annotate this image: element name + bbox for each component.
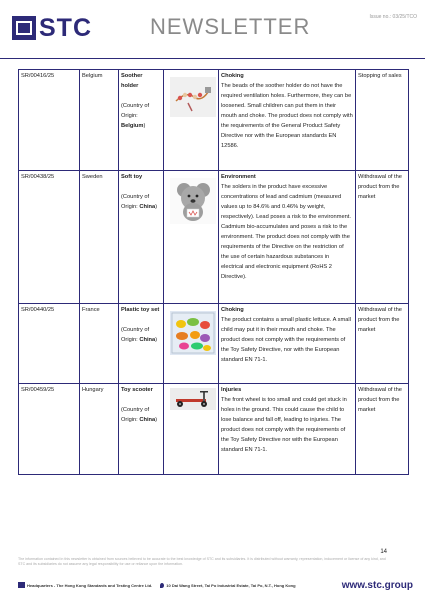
disclaimer-text: The information contained in this newsletter is obtained from sources believed to be accurate to the best knowledge of STC and its subsidiaries. It is distributed without warranty, representation, inducement or license of any kind, and STC and its subsidiaries do not assume any legal responsibility for use or reliance upon the information.: [18, 557, 386, 566]
product-cell: [119, 171, 164, 304]
reference-cell: SR/00438/25: [19, 171, 80, 304]
location-pin-icon: [160, 583, 164, 588]
table-row: [19, 384, 409, 475]
page-number: 14: [380, 549, 387, 555]
measure-cell: Stopping of sales: [356, 70, 409, 171]
risk-type: Injuries: [221, 387, 242, 393]
product-name: Soother holder: [121, 73, 143, 89]
logo-text: STC: [39, 14, 92, 42]
header-divider: [0, 58, 425, 59]
photo-cell: [164, 304, 219, 384]
origin-close: ): [155, 417, 158, 423]
toy-scooter-photo: [170, 388, 216, 410]
reference-cell: SR/00440/25: [19, 304, 80, 384]
newsletter-title: NEWSLETTER: [150, 14, 311, 39]
country-cell: Hungary: [80, 384, 119, 475]
risk-description: The front wheel is too small and could get stuck in holes in the ground. This could cause the child to lose balance and fall off, leading to injuries. The product does not comply with the requirements of the Toy Safety Directive nor with the European standard EN 71-1.: [221, 397, 347, 453]
origin-close: ): [143, 123, 146, 129]
risk-type: Choking: [221, 73, 244, 79]
origin-label: (Country of Origin:: [121, 194, 150, 210]
soother-holder-photo: [170, 77, 216, 117]
product-cell: [119, 384, 164, 475]
product-name: Toy scooter: [121, 387, 153, 393]
footer-bar: [18, 578, 413, 592]
measure-cell: Withdrawal of the product from the market: [356, 171, 409, 304]
origin-country: China: [139, 204, 156, 210]
recall-table: [18, 69, 409, 475]
headquarters-text: Headquarters - The Hong Kong Standards and Testing Centre Ltd.: [27, 582, 153, 588]
reference-cell: SR/00459/25: [19, 384, 80, 475]
risk-description: The product contains a small plastic lettuce. A small child may put it in their mouth and choke. The product does not comply with the requirements of the Toy Safety Directive, nor with the European standard EN 71-1.: [221, 317, 351, 363]
country-cell: Belgium: [80, 70, 119, 171]
measure-cell: Withdrawal of the product from the market: [356, 384, 409, 475]
plastic-toy-set-photo: [170, 311, 216, 355]
country-cell: Sweden: [80, 171, 119, 304]
photo-cell: [164, 70, 219, 171]
address-text: 10 Dai Wang Street, Tai Po Industrial Estate, Tai Po, N.T., Hong Kong: [166, 582, 296, 588]
origin-country: China: [139, 337, 156, 343]
risk-cell: [219, 384, 356, 475]
origin-label: (Country of Origin:: [121, 407, 150, 423]
reference-cell: SR/00416/25: [19, 70, 80, 171]
issue-number: Issue no.: 03/25/TCO: [369, 14, 417, 20]
product-cell: [119, 70, 164, 171]
product-name: Plastic toy set: [121, 307, 160, 313]
origin-close: ): [155, 204, 158, 210]
website-link[interactable]: www.stc.group: [341, 579, 413, 591]
soft-toy-photo: [170, 178, 216, 224]
product-cell: [119, 304, 164, 384]
table-row: [19, 171, 409, 304]
risk-cell: [219, 171, 356, 304]
origin-label: (Country of Origin:: [121, 103, 150, 119]
risk-cell: [219, 70, 356, 171]
risk-type: Environment: [221, 174, 256, 180]
origin-country: China: [139, 417, 156, 423]
stc-logo-mark-icon: [12, 16, 36, 40]
photo-cell: [164, 171, 219, 304]
risk-description: The beads of the soother holder do not have the required ventilation holes. Furthermore, they can be loosened. Small children can put them in their mouth and choke. The product does not comply with the requirements of the General Product Safety Directive nor with the European standards EN 12586.: [221, 83, 353, 149]
origin-country: Belgium: [121, 123, 144, 129]
product-name: Soft toy: [121, 174, 143, 180]
photo-cell: [164, 384, 219, 475]
risk-type: Choking: [221, 307, 244, 313]
stc-logo: [12, 16, 92, 40]
country-cell: France: [80, 304, 119, 384]
headquarters-icon: [18, 582, 25, 588]
table-row: [19, 304, 409, 384]
origin-close: ): [155, 337, 158, 343]
measure-cell: Withdrawal of the product from the market: [356, 304, 409, 384]
risk-cell: [219, 304, 356, 384]
origin-label: (Country of Origin:: [121, 327, 150, 343]
risk-description: The solders in the product have excessive concentrations of lead and cadmium (measured values up to 84.6% and 0.46% by weight, respectively). Lead poses a risk to the environment. Cadmium bio-accumulates and poses a risk to the environment. The product does not comply with the requirements of the Directive on the restriction of the use of certain hazardous substances in electrical and electronic equipment (RoHS 2 Directive).: [221, 184, 351, 280]
table-row: [19, 70, 409, 171]
